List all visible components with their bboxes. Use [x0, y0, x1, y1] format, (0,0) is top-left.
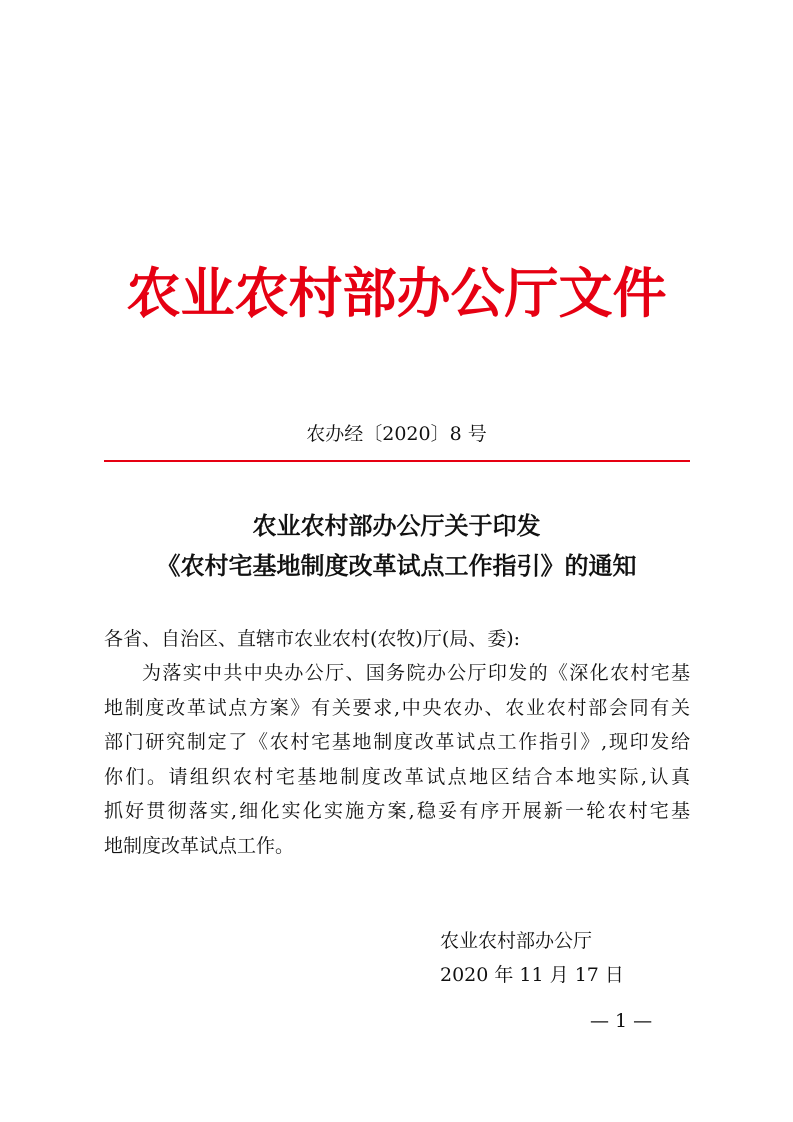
addressee-line: 各省、自治区、直辖市农业农村(农牧)厅(局、委):	[104, 628, 521, 650]
body-line: 你们。请组织农村宅基地制度改革试点地区结合本地实际,认真	[104, 765, 690, 788]
notice-body	[104, 656, 690, 863]
notice-title-line-1: 农业农村部办公厅关于印发	[252, 511, 541, 540]
signature-issuer: 农业农村部办公厅	[440, 930, 593, 952]
body-line: 抓好贯彻落实,细化实化实施方案,稳妥有序开展新一轮农村宅基	[104, 800, 690, 822]
document-number: 农办经〔2020〕8 号	[306, 423, 487, 445]
red-divider-line	[104, 460, 690, 462]
body-line: 部门研究制定了《农村宅基地制度改革试点工作指引》,现印发给	[104, 731, 690, 753]
body-line: 地制度改革试点工作。	[104, 834, 295, 857]
page-number: — 1 —	[590, 1010, 653, 1032]
document-issuer-header: 农业农村部办公厅文件	[126, 261, 667, 325]
signature-date: 2020 年 11 月 17 日	[440, 964, 624, 986]
notice-title-line-2: 《农村宅基地制度改革试点工作指引》的通知	[156, 551, 637, 580]
notice-title	[0, 506, 793, 586]
body-line: 为落实中共中央办公厅、国务院办公厅印发的《深化农村宅基	[142, 662, 690, 684]
body-line: 地制度改革试点方案》有关要求,中央农办、农业农村部会同有关	[104, 696, 690, 719]
